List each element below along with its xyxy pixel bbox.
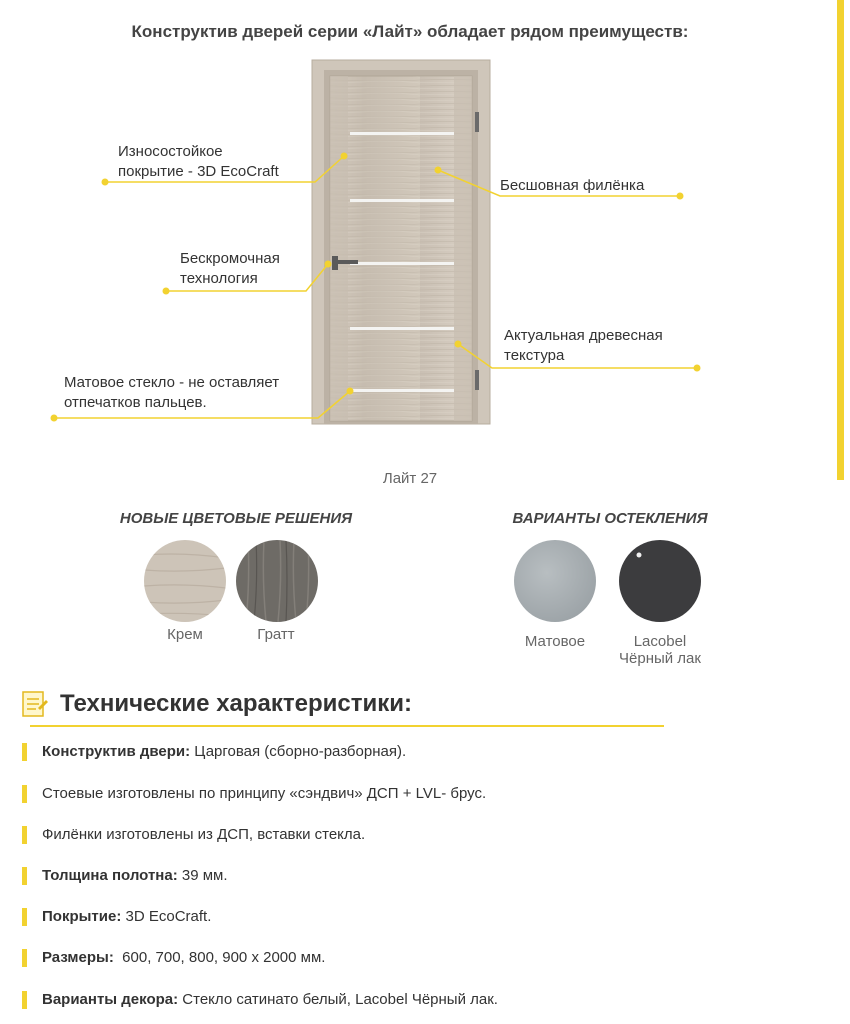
swatch-cream-label: Крем [167,626,203,643]
dot-panel-end [677,193,684,200]
spec-row: Стоевые изготовлены по принципу «сэндвич» ДСП + LVL- брус. [22,784,822,806]
spec-bullet [22,743,27,761]
swatch-black-lacquer [619,540,701,622]
swatch-gratt [236,540,318,622]
spec-row: Покрытие: 3D EcoCraft. [22,907,822,929]
dot-edgeless-end [163,288,170,295]
swatch-cream [144,540,226,622]
spec-bullet [22,867,27,885]
dot-wear-door [341,153,348,160]
callout-panel: Бесшовная филёнка [500,177,645,194]
glass-strip-3 [350,262,454,265]
glass-strip-1 [350,132,454,135]
dot-glass-door [347,388,354,395]
door-leaf [330,76,472,421]
swatch-matte-label: Матовое [524,633,586,650]
spec-row: Филёнки изготовлены из ДСП, вставки стекла. [22,825,822,847]
spec-bullet [22,991,27,1009]
spec-bullet [22,949,27,967]
callout-edgeless: Бескромочная технология [180,250,280,287]
dot-texture-door [455,341,462,348]
glass-strip-4 [350,327,454,330]
dot-texture-end [694,365,701,372]
dot-wear-end [102,179,109,186]
spec-bullet [22,785,27,803]
spec-row: Размеры: 600, 700, 800, 900 х 2000 мм. [22,948,822,970]
document-icon [20,690,48,718]
spec-row: Конструктив двери: Царговая (сборно-разборная). [22,742,822,764]
callout-wear: Износостойкое покрытие - 3D EcoCraft [118,143,279,180]
swatch-matte [514,540,596,622]
door-stile-right [454,76,472,421]
spec-row: Толщина полотна: 39 мм. [22,866,822,888]
spec-bullet [22,908,27,926]
tech-title-rule [30,725,664,727]
dot-edgeless-door [325,261,332,268]
colors-section-title: НОВЫЕ ЦВЕТОВЫЕ РЕШЕНИЯ [119,510,353,527]
door-caption: Лайт 27 [382,470,438,487]
swatch-gratt-label: Гратт [257,626,295,643]
swatch-black-lacquer-label: Lacobel Чёрный лак [619,633,701,667]
door-handle-lever [336,260,358,264]
page-headline: Конструктив дверей серии «Лайт» обладает рядом преимуществ: [131,22,689,41]
glass-section-title: ВАРИАНТЫ ОСТЕКЛЕНИЯ [512,510,708,527]
spec-row: Варианты декора: Стекло сатинато белый, Lacobel Чёрный лак. [22,990,822,1012]
hinge-bottom [475,370,479,390]
dot-panel-door [435,167,442,174]
glass-strip-2 [350,199,454,202]
door-diagram [0,0,850,500]
door-stile-left [330,76,348,421]
hinge-top [475,112,479,132]
callout-texture: Актуальная древесная текстура [504,327,663,364]
tech-title: Технические характеристики: [60,690,413,717]
dot-glass-end [51,415,58,422]
spec-bullet [22,826,27,844]
callout-glass: Матовое стекло - не оставляет отпечатков пальцев. [64,374,280,411]
glass-strip-5 [350,389,454,392]
